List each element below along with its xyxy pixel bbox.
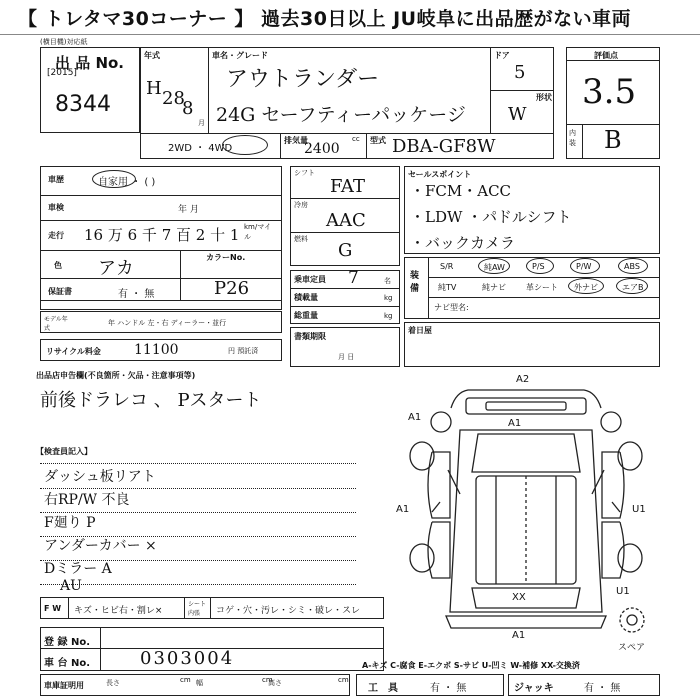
chassis-label: 車 台 No. [44, 658, 91, 669]
car-name: アウトランダー [226, 67, 380, 92]
equip-ps: P/S [532, 262, 545, 271]
mark-a2: A2 [516, 374, 530, 385]
capacity-label: 乗車定員 [294, 275, 326, 284]
sales-point-2: ・LDW ・パドルシフト [410, 208, 572, 226]
mark-a1-1: A1 [408, 412, 422, 423]
interior-grade: B [604, 126, 622, 154]
mileage-unit: km/マイル [244, 223, 272, 241]
shift-value: FAT [330, 176, 365, 197]
inspector-line-4: アンダーカバー × [44, 538, 157, 554]
lot-number: 8344 [55, 92, 111, 117]
model-note-units: 年 ハンドル 左・右 ディーラー・並行 [108, 319, 227, 327]
inspector-line-2: 右RP/W 不良 [44, 492, 130, 508]
arrival-label: 着日屋 [408, 326, 432, 335]
lot-label: 出 品 No. [55, 54, 125, 72]
shift-label: シフト [294, 169, 315, 177]
color-label: 色 [54, 261, 62, 270]
seat-label: シート内張 [188, 601, 207, 617]
gross-unit: kg [384, 312, 393, 320]
gross-label: 総重量 [294, 311, 318, 320]
fw-options: キズ・ヒビ右・割レ× [74, 606, 163, 616]
year-value: 28 [162, 88, 185, 109]
displacement-unit: cc [352, 135, 360, 143]
lot-year-tag: [2015] [47, 68, 77, 78]
equip-abs-circle [618, 258, 648, 274]
spare-label: スペア [618, 643, 646, 653]
equip-leather: 革シート [526, 283, 558, 292]
cm-2: cm [262, 676, 273, 684]
equip-navi: 純ナビ [482, 283, 506, 292]
mark-a1-3: A1 [396, 504, 410, 515]
docs-label: 書類期限 [294, 332, 326, 341]
shaken-units: 年 月 [178, 205, 199, 215]
tools-options: 有 ・ 無 [430, 683, 467, 694]
sales-point-1: ・FCM・ACC [410, 182, 512, 200]
doors-label: ドア [494, 51, 510, 60]
recycle-unit: 円 預託済 [228, 347, 259, 355]
interior-label: 内装 [569, 129, 576, 147]
rating-value: 3.5 [582, 72, 637, 112]
chassis-value: 0303004 [140, 648, 235, 669]
mark-u1-1: U1 [632, 504, 646, 515]
windshield [472, 434, 580, 472]
navi-model-label: ナビ型名: [434, 303, 469, 312]
wheel-front-right [618, 442, 642, 470]
equip-airbag: エアB [622, 283, 644, 292]
year-label: 年式 [144, 51, 160, 60]
mark-a1-2: A1 [508, 418, 522, 429]
fw-label: F W [44, 604, 62, 613]
month-unit: 月 [198, 119, 205, 127]
history-label: 車歴 [48, 175, 64, 184]
fuel-value: G [338, 240, 353, 261]
mark-u1-2: U1 [616, 586, 630, 597]
color-no-value: P26 [214, 278, 250, 299]
rating-label: 評価点 [594, 51, 618, 60]
car-name-label: 車名・グレード [212, 51, 268, 60]
registration-label: 登 録 No. [44, 637, 91, 648]
cm-1: cm [180, 676, 191, 684]
inspector-line-6: AU [60, 578, 82, 594]
inspector-line-5: Dミラー A [44, 561, 112, 577]
recycle-label: リサイクル料金 [46, 347, 101, 356]
recycle-value: 11100 [134, 342, 179, 358]
shaken-label: 車検 [48, 203, 64, 212]
capacity-unit: 名 [384, 277, 391, 285]
seat-options: コゲ・穴・汚レ・シミ・破レ・スレ [216, 606, 361, 616]
garage-cert-row [40, 674, 350, 696]
equip-pw: P/W [576, 262, 592, 271]
color-no-label: カラーNo. [206, 253, 246, 262]
equip-aw: 純AW [484, 263, 505, 272]
damage-legend: A-キズ C-腐食 E-エクボ S-サビ U-凹ミ W-補修 XX-交換済 [362, 661, 580, 670]
fuel-label: 燃料 [294, 235, 308, 243]
cm-3: cm [338, 676, 349, 684]
spare-tire [620, 608, 644, 632]
equip-sr: S/R [440, 262, 454, 271]
jack-label: ジャッキ [514, 683, 554, 694]
sub-note: (横目機)対応紙 [40, 38, 88, 46]
mark-xx: XX [512, 592, 526, 603]
equip-airbag-circle [616, 278, 648, 294]
doors-value: 5 [514, 62, 526, 83]
load-label: 積載量 [294, 293, 318, 302]
width-label: 幅 [196, 679, 203, 687]
garage-cert-label: 車庫証明用 [44, 681, 84, 690]
lot-box [40, 47, 140, 133]
history-options: 自家用 ・ ( ) [98, 177, 156, 188]
inspector-label: 【検査員記入】 [36, 447, 92, 456]
car-damage-diagram [396, 372, 666, 658]
mirror-right [601, 412, 621, 432]
equip-pw-circle [570, 258, 600, 274]
load-unit: kg [384, 294, 393, 302]
docs-units: 月 日 [338, 353, 355, 361]
warranty-label: 保証書 [48, 287, 72, 296]
model-type-value: DBA-GF8W [392, 136, 496, 157]
equipment-label: 装備 [410, 271, 420, 294]
banner-text: 【 トレタマ30コーナー 】 過去30日以上 JU岐阜に出品歴がない車両 [18, 8, 632, 30]
banner [0, 0, 700, 35]
length-label: 長さ [106, 679, 120, 687]
front-panel-outline [451, 390, 601, 408]
height-label: 高さ [268, 679, 282, 687]
equip-abs: ABS [624, 262, 640, 271]
arrival-block [404, 322, 660, 367]
sales-points-label: セールスポイント [408, 170, 472, 179]
shape-label: 形状 [536, 93, 552, 102]
jack-options: 有 ・ 無 [584, 683, 621, 694]
seller-notes-label: 出品店申告欄(不良箇所・欠品・注意事項等) [36, 371, 196, 380]
sales-point-3: ・バックカメラ [410, 234, 516, 252]
right-front-door [602, 452, 624, 518]
warranty-options: 有 ・ 無 [118, 289, 155, 300]
drive-selected-circle [222, 135, 268, 155]
capacity-value: 7 [348, 268, 359, 288]
equip-ext-navi: 外ナビ [574, 283, 598, 292]
mark-a1-4: A1 [512, 630, 526, 641]
model-note-label: モデル年式 [44, 316, 68, 332]
wheel-rear-right [618, 544, 642, 572]
cooling-value: AAC [326, 210, 366, 231]
year-month: 8 [182, 98, 194, 119]
wheel-rear-left [410, 544, 434, 572]
tools-label: 工 具 [368, 683, 398, 694]
equip-ext-navi-circle [568, 278, 604, 294]
rear-window [472, 588, 580, 608]
displacement-label: 排気量 [284, 136, 308, 145]
seller-notes-text: 前後ドラレコ 、 Pスタート [40, 390, 262, 411]
mileage-label: 走行 [48, 231, 64, 240]
displacement-value: 2400 [304, 141, 340, 157]
wheel-front-left [410, 442, 434, 470]
equip-tv: 純TV [438, 283, 457, 292]
car-grade: 24G セーフティーパッケージ [216, 104, 466, 126]
mirror-left [431, 412, 451, 432]
model-type-label: 型式 [370, 136, 386, 145]
shape-value: W [508, 104, 527, 125]
rear-bumper [446, 616, 606, 628]
roof-top-outline [466, 398, 586, 414]
cooling-label: 冷房 [294, 201, 308, 209]
inspector-line-1: ダッシュ板リアト [44, 469, 156, 485]
color-value: アカ [98, 258, 134, 279]
equip-ps-circle [526, 258, 554, 274]
history-selected-circle [92, 170, 136, 188]
inspector-line-3: F廻り P [44, 515, 96, 531]
equip-aw-circle [478, 258, 510, 274]
left-front-door [428, 452, 450, 518]
mileage-value: 16 万 6 千 7 百 2 十 1 [84, 226, 240, 244]
drive-options: 2WD ・ 4WD [168, 143, 233, 154]
year-era: H [146, 78, 162, 99]
